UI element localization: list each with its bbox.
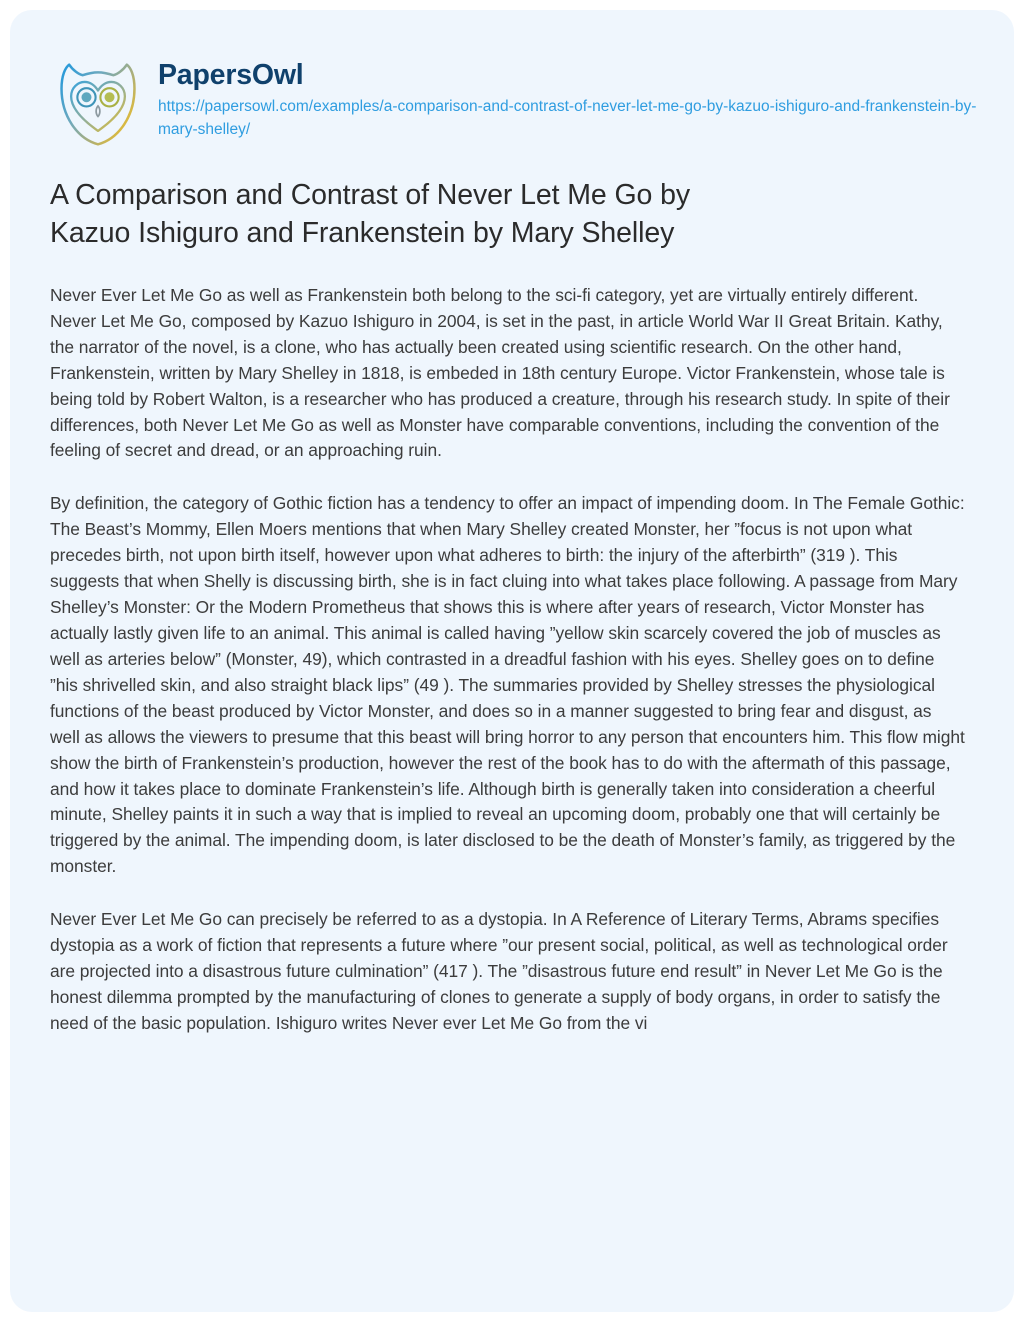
site-header [10,10,1014,152]
owl-logo-icon [50,56,146,152]
source-url-line-2: ishiguro-and-frankenstein-by-mary-shelley/ [158,98,977,138]
article-body [50,283,965,1037]
source-url[interactable] [158,96,988,141]
brand-name: PapersOwl [158,59,304,91]
article-paragraph: Never Ever Let Me Go can precisely be referred to as a dystopia. In A Reference of Literary Terms, Abrams specifies dystopia as a work of fiction that represents a future where ”our present social, political, as well as technological order are projected into a disastrous future culmination” (417 ). The ”disastrous future end result” in Never Let Me Go is the honest dilemma prompted by the manufacturing of clones to generate a supply of body organs, in order to satisfy the need of the basic population. Ishiguro writes Never ever Let Me Go from the vi [50,909,948,1033]
article-paragraph: By definition, the category of Gothic fiction has a tendency to offer an impact of impending doom. In The Female Gothic: The Beast’s Mommy, Ellen Moers mentions that when Mary Shelley created Monster, her ”focus is not upon what precedes birth, not upon birth itself, however upon what adheres to birth: the injury of the afterbirth” (319 ). This suggests that when Shelly is discussing birth, she is in fact cluing into what takes place following. A passage from Mary Shelley’s Monster: Or the Modern Prometheus that shows this is where after years of research, Victor Monster has actually lastly given life to an animal. This animal is called having ”yellow skin scarcely covered the job of muscles as well as arteries below” (Monster, 49), which contrasted in a dreadful fashion with his eyes. Shelley goes on to define ”his shrivelled skin, and also straight black lips” (49 ). The summaries provided by Shelley stresses the physiological functions of the beast produced by Victor Monster, and does so in a manner suggested to bring fear and disgust, as well as allows the viewers to presume that this beast will bring horror to any person that encounters him. This flow might show the birth of Frankenstein’s production, however the rest of the book has to do with the aftermath of this passage, and how it takes place to dominate Frankenstein’s life. Although birth is generally taken into consideration a cheerful minute, Shelley paints it in such a way that is implied to reveal an upcoming doom, probably one that will certainly be triggered by the animal. The impending doom, is later disclosed to be the death of Monster’s family, as triggered by the monster. [50,493,965,877]
source-url-line-1: https://papersowl.com/examples/a-comparison-and-contrast-of-never-let-me-go-by-kazuo- [158,98,775,116]
page-title: A Comparison and Contrast of Never Let Me Go by Kazuo Ishiguro and Frankenstein by Mary Shelley [50,179,691,250]
brand-block [158,52,988,141]
article-card [10,10,1014,1312]
article-paragraph: Never Ever Let Me Go as well as Frankenstein both belong to the sci-fi category, yet are virtually entirely different. Never Let Me Go, composed by Kazuo Ishiguro in 2004, is set in the past, in article World War II Great Britain. Kathy, the narrator of the novel, is a clone, who has actually been created using scientific research. On the other hand, Frankenstein, written by Mary Shelley in 1818, is embeded in 18th century Europe. Victor Frankenstein, whose tale is being told by Robert Walton, is a researcher who has produced a creature, through his research study. In spite of their differences, both Never Let Me Go as well as Monster have comparable conventions, including the convention of the feeling of secret and dread, or an approaching ruin. [50,284,950,461]
